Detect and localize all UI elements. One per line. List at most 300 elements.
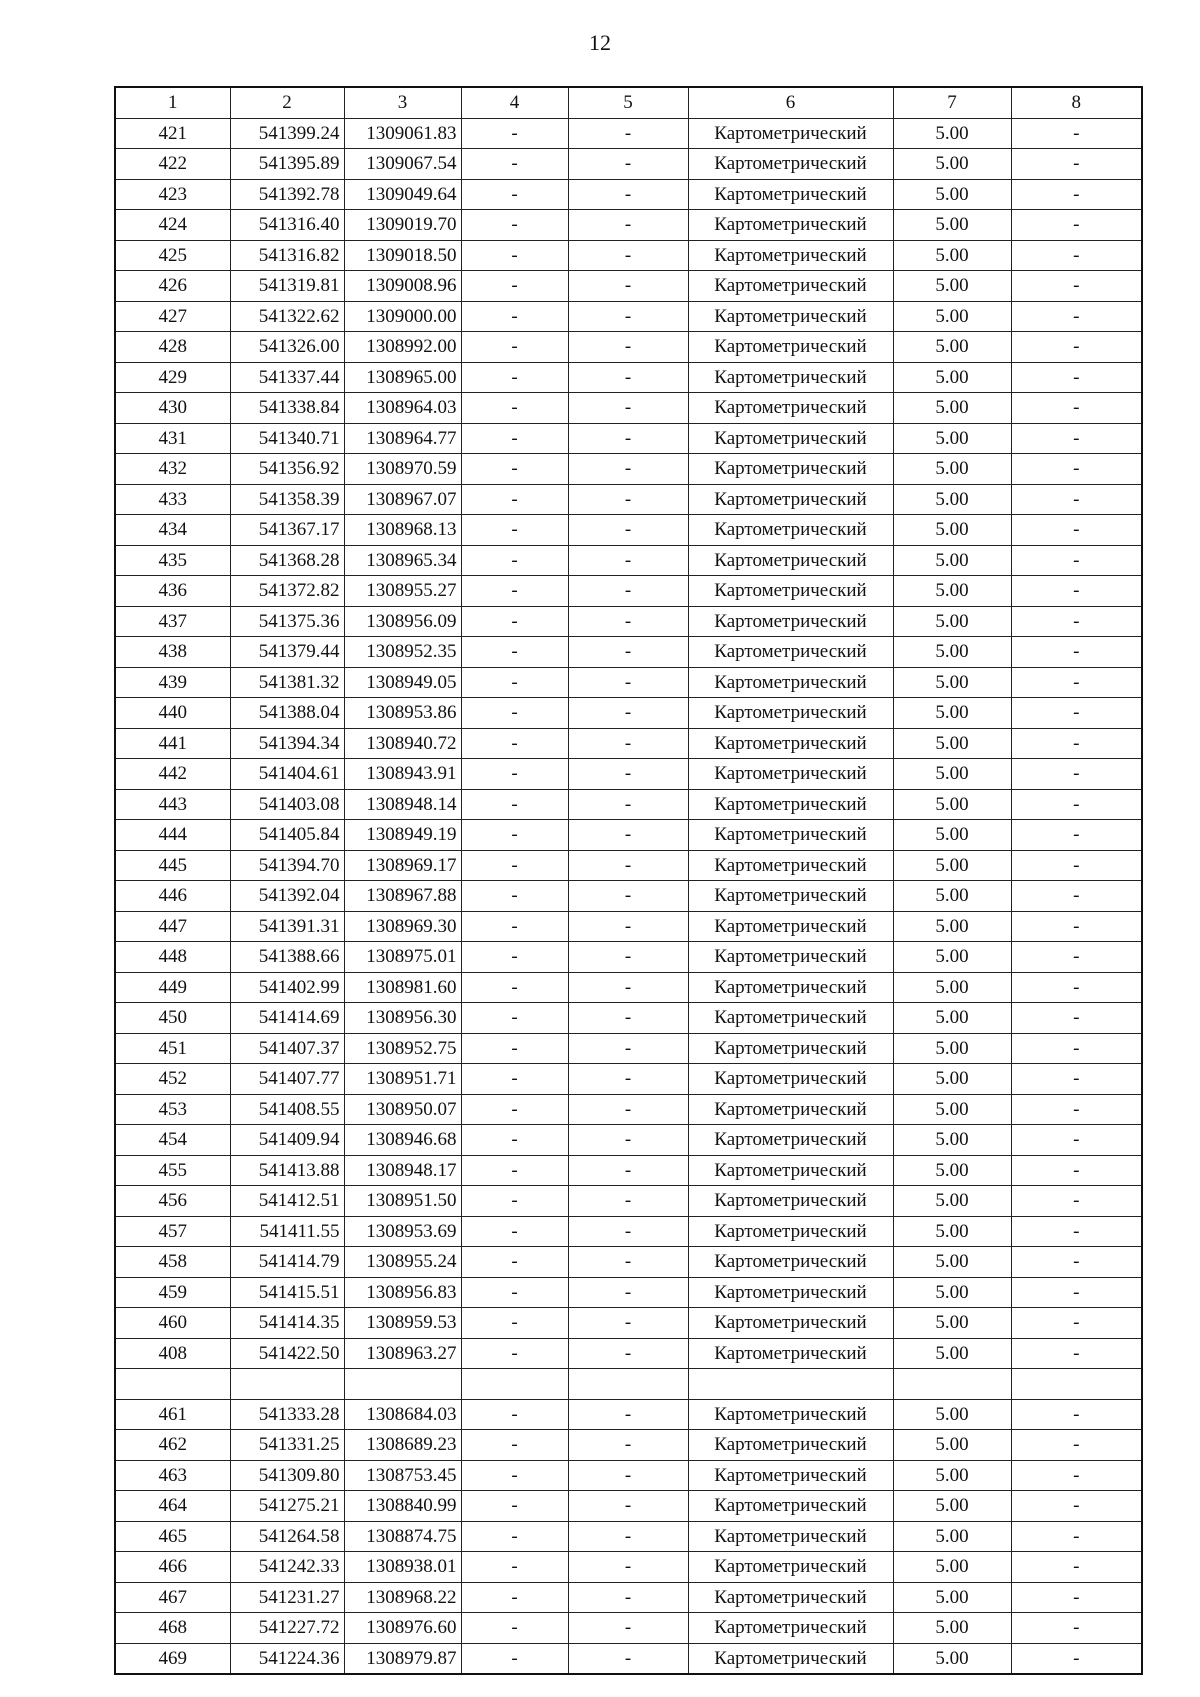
y-coordinate-cell: 1309018.50 (344, 240, 461, 271)
column-4-cell: - (461, 332, 568, 363)
column-8-cell: - (1011, 393, 1142, 424)
x-coordinate-cell: 541422.50 (230, 1338, 344, 1369)
x-coordinate-cell: 541316.40 (230, 210, 344, 241)
accuracy-cell: 5.00 (893, 301, 1011, 332)
column-4-cell: - (461, 1247, 568, 1278)
method-cell: Картометрический (688, 1491, 893, 1522)
column-5-cell: - (568, 1643, 688, 1674)
table-row (115, 393, 1142, 424)
method-cell: Картометрический (688, 1216, 893, 1247)
column-5-cell: - (568, 1125, 688, 1156)
column-5-cell: - (568, 1308, 688, 1339)
method-cell: Картометрический (688, 240, 893, 271)
point-number-cell: 451 (115, 1033, 230, 1064)
x-coordinate-cell: 541338.84 (230, 393, 344, 424)
column-8-cell: - (1011, 484, 1142, 515)
column-5-cell: - (568, 179, 688, 210)
table-row (115, 423, 1142, 454)
x-coordinate-cell: 541379.44 (230, 637, 344, 668)
accuracy-cell: 5.00 (893, 484, 1011, 515)
y-coordinate-cell: 1308963.27 (344, 1338, 461, 1369)
point-number-cell: 448 (115, 942, 230, 973)
column-5-cell (568, 1369, 688, 1400)
x-coordinate-cell: 541356.92 (230, 454, 344, 485)
x-coordinate-cell: 541414.35 (230, 1308, 344, 1339)
accuracy-cell: 5.00 (893, 118, 1011, 149)
point-number-cell: 463 (115, 1460, 230, 1491)
column-4-cell: - (461, 1003, 568, 1034)
point-number-cell: 429 (115, 362, 230, 393)
y-coordinate-cell: 1308948.14 (344, 789, 461, 820)
column-5-cell: - (568, 1582, 688, 1613)
y-coordinate-cell: 1308684.03 (344, 1399, 461, 1430)
table-row (115, 484, 1142, 515)
x-coordinate-cell: 541322.62 (230, 301, 344, 332)
table-row (115, 271, 1142, 302)
point-number-cell: 468 (115, 1613, 230, 1644)
table-row (115, 820, 1142, 851)
table-row (115, 179, 1142, 210)
y-coordinate-cell: 1308968.13 (344, 515, 461, 546)
method-cell: Картометрический (688, 454, 893, 485)
table-row (115, 576, 1142, 607)
column-5-cell: - (568, 1277, 688, 1308)
table-row (115, 1613, 1142, 1644)
point-number-cell: 422 (115, 149, 230, 180)
table-body (115, 118, 1142, 1674)
point-number-cell: 428 (115, 332, 230, 363)
column-4-cell: - (461, 698, 568, 729)
column-8-cell: - (1011, 301, 1142, 332)
x-coordinate-cell: 541415.51 (230, 1277, 344, 1308)
x-coordinate-cell: 541391.31 (230, 911, 344, 942)
column-5-cell: - (568, 942, 688, 973)
point-number-cell: 447 (115, 911, 230, 942)
table-row (115, 728, 1142, 759)
method-cell: Картометрический (688, 484, 893, 515)
method-cell: Картометрический (688, 1643, 893, 1674)
column-5-cell: - (568, 1491, 688, 1522)
x-coordinate-cell: 541414.69 (230, 1003, 344, 1034)
column-4-cell: - (461, 301, 568, 332)
column-4-cell: - (461, 118, 568, 149)
column-8-cell: - (1011, 759, 1142, 790)
column-5-cell: - (568, 149, 688, 180)
column-5-cell: - (568, 759, 688, 790)
accuracy-cell: 5.00 (893, 942, 1011, 973)
method-cell: Картометрический (688, 332, 893, 363)
column-4-cell: - (461, 759, 568, 790)
method-cell (688, 1369, 893, 1400)
column-5-cell: - (568, 698, 688, 729)
method-cell: Картометрический (688, 1003, 893, 1034)
page-number: 12 (589, 30, 611, 55)
point-number-cell: 458 (115, 1247, 230, 1278)
column-4-cell: - (461, 881, 568, 912)
method-cell: Картометрический (688, 1094, 893, 1125)
accuracy-cell (893, 1369, 1011, 1400)
column-5-cell: - (568, 881, 688, 912)
column-8-cell: - (1011, 606, 1142, 637)
column-5-cell: - (568, 576, 688, 607)
column-8-cell: - (1011, 149, 1142, 180)
column-5-cell: - (568, 1003, 688, 1034)
x-coordinate-cell: 541392.78 (230, 179, 344, 210)
column-4-cell: - (461, 1277, 568, 1308)
accuracy-cell: 5.00 (893, 515, 1011, 546)
table-row (115, 759, 1142, 790)
column-5-cell: - (568, 1430, 688, 1461)
method-cell: Картометрический (688, 1247, 893, 1278)
column-5-cell: - (568, 667, 688, 698)
point-number-cell: 436 (115, 576, 230, 607)
point-number-cell: 467 (115, 1582, 230, 1613)
y-coordinate-cell: 1308965.34 (344, 545, 461, 576)
method-cell: Картометрический (688, 1338, 893, 1369)
column-5-cell: - (568, 515, 688, 546)
column-5-cell: - (568, 545, 688, 576)
accuracy-cell: 5.00 (893, 393, 1011, 424)
method-cell: Картометрический (688, 637, 893, 668)
column-8-cell: - (1011, 1308, 1142, 1339)
point-number-cell: 466 (115, 1552, 230, 1583)
accuracy-cell: 5.00 (893, 423, 1011, 454)
column-5-cell: - (568, 911, 688, 942)
accuracy-cell: 5.00 (893, 698, 1011, 729)
column-4-cell: - (461, 1338, 568, 1369)
x-coordinate-cell: 541319.81 (230, 271, 344, 302)
x-coordinate-cell: 541372.82 (230, 576, 344, 607)
point-number-cell: 443 (115, 789, 230, 820)
column-5-cell: - (568, 301, 688, 332)
x-coordinate-cell: 541242.33 (230, 1552, 344, 1583)
accuracy-cell: 5.00 (893, 850, 1011, 881)
column-5-cell: - (568, 118, 688, 149)
method-cell: Картометрический (688, 1155, 893, 1186)
column-5-cell: - (568, 332, 688, 363)
column-4-cell: - (461, 1094, 568, 1125)
point-number-cell: 421 (115, 118, 230, 149)
column-5-cell: - (568, 1613, 688, 1644)
x-coordinate-cell: 541326.00 (230, 332, 344, 363)
accuracy-cell: 5.00 (893, 1277, 1011, 1308)
column-5-cell: - (568, 1155, 688, 1186)
x-coordinate-cell: 541375.36 (230, 606, 344, 637)
method-cell: Картометрический (688, 1521, 893, 1552)
accuracy-cell: 5.00 (893, 1216, 1011, 1247)
method-cell: Картометрический (688, 1613, 893, 1644)
table-row (115, 1155, 1142, 1186)
point-number-cell: 450 (115, 1003, 230, 1034)
x-coordinate-cell: 541367.17 (230, 515, 344, 546)
column-8-cell: - (1011, 515, 1142, 546)
column-5-cell: - (568, 820, 688, 851)
table-row (115, 972, 1142, 1003)
column-5-cell: - (568, 1399, 688, 1430)
table-row (115, 1003, 1142, 1034)
accuracy-cell: 5.00 (893, 1125, 1011, 1156)
table-row (115, 1643, 1142, 1674)
method-cell: Картометрический (688, 881, 893, 912)
column-8-cell: - (1011, 850, 1142, 881)
y-coordinate-cell: 1308946.68 (344, 1125, 461, 1156)
column-4-cell: - (461, 393, 568, 424)
point-number-cell: 446 (115, 881, 230, 912)
accuracy-cell: 5.00 (893, 1308, 1011, 1339)
accuracy-cell: 5.00 (893, 1521, 1011, 1552)
accuracy-cell: 5.00 (893, 1613, 1011, 1644)
column-8-cell: - (1011, 667, 1142, 698)
column-4-cell: - (461, 820, 568, 851)
accuracy-cell: 5.00 (893, 576, 1011, 607)
column-8-cell: - (1011, 972, 1142, 1003)
point-number-cell: 449 (115, 972, 230, 1003)
y-coordinate-cell: 1308956.83 (344, 1277, 461, 1308)
column-8-cell: - (1011, 1399, 1142, 1430)
column-8-cell: - (1011, 1155, 1142, 1186)
y-coordinate-cell: 1308950.07 (344, 1094, 461, 1125)
column-4-cell: - (461, 911, 568, 942)
y-coordinate-cell: 1308965.00 (344, 362, 461, 393)
x-coordinate-cell: 541331.25 (230, 1430, 344, 1461)
y-coordinate-cell: 1308969.17 (344, 850, 461, 881)
column-8-cell: - (1011, 1125, 1142, 1156)
accuracy-cell: 5.00 (893, 149, 1011, 180)
y-coordinate-cell: 1308976.60 (344, 1613, 461, 1644)
column-8-cell: - (1011, 1216, 1142, 1247)
accuracy-cell: 5.00 (893, 362, 1011, 393)
method-cell: Картометрический (688, 698, 893, 729)
x-coordinate-cell (230, 1369, 344, 1400)
point-number-cell: 425 (115, 240, 230, 271)
method-cell: Картометрический (688, 759, 893, 790)
column-4-cell: - (461, 972, 568, 1003)
point-number-cell: 464 (115, 1491, 230, 1522)
y-coordinate-cell: 1308951.71 (344, 1064, 461, 1095)
accuracy-cell: 5.00 (893, 789, 1011, 820)
method-cell: Картометрический (688, 1399, 893, 1430)
point-number-cell: 424 (115, 210, 230, 241)
table-row (115, 454, 1142, 485)
column-5-cell: - (568, 1247, 688, 1278)
table-row (115, 1430, 1142, 1461)
y-coordinate-cell: 1308874.75 (344, 1521, 461, 1552)
accuracy-cell: 5.00 (893, 1094, 1011, 1125)
table-row (115, 1491, 1142, 1522)
point-number-cell: 433 (115, 484, 230, 515)
y-coordinate-cell: 1308940.72 (344, 728, 461, 759)
column-4-cell: - (461, 454, 568, 485)
accuracy-cell: 5.00 (893, 606, 1011, 637)
accuracy-cell: 5.00 (893, 1033, 1011, 1064)
column-8-cell: - (1011, 240, 1142, 271)
column-header: 6 (688, 87, 893, 118)
table-row (115, 1399, 1142, 1430)
x-coordinate-cell: 541399.24 (230, 118, 344, 149)
point-number-cell: 439 (115, 667, 230, 698)
column-8-cell: - (1011, 1643, 1142, 1674)
column-header: 4 (461, 87, 568, 118)
table-row (115, 789, 1142, 820)
point-number-cell: 437 (115, 606, 230, 637)
y-coordinate-cell: 1308951.50 (344, 1186, 461, 1217)
point-number-cell: 465 (115, 1521, 230, 1552)
table-row (115, 1521, 1142, 1552)
column-8-cell: - (1011, 1460, 1142, 1491)
column-5-cell: - (568, 789, 688, 820)
y-coordinate-cell: 1308992.00 (344, 332, 461, 363)
accuracy-cell: 5.00 (893, 1460, 1011, 1491)
accuracy-cell: 5.00 (893, 1430, 1011, 1461)
column-4-cell: - (461, 1125, 568, 1156)
column-5-cell: - (568, 1216, 688, 1247)
point-number-cell: 456 (115, 1186, 230, 1217)
y-coordinate-cell: 1308949.05 (344, 667, 461, 698)
accuracy-cell: 5.00 (893, 454, 1011, 485)
x-coordinate-cell: 541407.77 (230, 1064, 344, 1095)
column-8-cell: - (1011, 118, 1142, 149)
y-coordinate-cell: 1308943.91 (344, 759, 461, 790)
column-header: 2 (230, 87, 344, 118)
column-5-cell: - (568, 1064, 688, 1095)
table-row (115, 1338, 1142, 1369)
accuracy-cell: 5.00 (893, 1064, 1011, 1095)
column-5-cell: - (568, 1552, 688, 1583)
x-coordinate-cell: 541414.79 (230, 1247, 344, 1278)
y-coordinate-cell: 1308967.88 (344, 881, 461, 912)
column-4-cell: - (461, 1582, 568, 1613)
column-4-cell: - (461, 1033, 568, 1064)
column-8-cell: - (1011, 454, 1142, 485)
column-8-cell: - (1011, 1033, 1142, 1064)
table-row (115, 1216, 1142, 1247)
table-row (115, 1582, 1142, 1613)
column-8-cell: - (1011, 423, 1142, 454)
x-coordinate-cell: 541309.80 (230, 1460, 344, 1491)
accuracy-cell: 5.00 (893, 728, 1011, 759)
column-8-cell: - (1011, 942, 1142, 973)
point-number-cell: 469 (115, 1643, 230, 1674)
table-row (115, 1369, 1142, 1400)
x-coordinate-cell: 541411.55 (230, 1216, 344, 1247)
method-cell: Картометрический (688, 1460, 893, 1491)
column-4-cell: - (461, 606, 568, 637)
column-5-cell: - (568, 362, 688, 393)
column-8-cell: - (1011, 1338, 1142, 1369)
column-8-cell: - (1011, 1064, 1142, 1095)
method-cell: Картометрический (688, 1277, 893, 1308)
column-4-cell: - (461, 1521, 568, 1552)
method-cell: Картометрический (688, 850, 893, 881)
column-4-cell: - (461, 728, 568, 759)
y-coordinate-cell: 1308967.07 (344, 484, 461, 515)
method-cell: Картометрический (688, 911, 893, 942)
y-coordinate-cell: 1308979.87 (344, 1643, 461, 1674)
column-8-cell: - (1011, 1003, 1142, 1034)
column-4-cell: - (461, 789, 568, 820)
point-number-cell: 462 (115, 1430, 230, 1461)
column-5-cell: - (568, 210, 688, 241)
y-coordinate-cell: 1308964.03 (344, 393, 461, 424)
y-coordinate-cell: 1308959.53 (344, 1308, 461, 1339)
y-coordinate-cell: 1308753.45 (344, 1460, 461, 1491)
column-4-cell: - (461, 850, 568, 881)
column-8-cell: - (1011, 1247, 1142, 1278)
point-number-cell: 431 (115, 423, 230, 454)
method-cell: Картометрический (688, 1552, 893, 1583)
x-coordinate-cell: 541404.61 (230, 759, 344, 790)
column-4-cell: - (461, 1460, 568, 1491)
x-coordinate-cell: 541403.08 (230, 789, 344, 820)
column-5-cell: - (568, 728, 688, 759)
column-8-cell: - (1011, 820, 1142, 851)
accuracy-cell: 5.00 (893, 972, 1011, 1003)
column-4-cell: - (461, 1643, 568, 1674)
point-number-cell: 435 (115, 545, 230, 576)
x-coordinate-cell: 541227.72 (230, 1613, 344, 1644)
x-coordinate-cell: 541340.71 (230, 423, 344, 454)
y-coordinate-cell: 1308970.59 (344, 454, 461, 485)
column-8-cell: - (1011, 911, 1142, 942)
point-number-cell: 440 (115, 698, 230, 729)
x-coordinate-cell: 541333.28 (230, 1399, 344, 1430)
column-8-cell: - (1011, 1491, 1142, 1522)
method-cell: Картометрический (688, 1308, 893, 1339)
y-coordinate-cell: 1309019.70 (344, 210, 461, 241)
method-cell: Картометрический (688, 118, 893, 149)
column-8-cell: - (1011, 210, 1142, 241)
y-coordinate-cell: 1308964.77 (344, 423, 461, 454)
column-4-cell: - (461, 1399, 568, 1430)
column-8-cell: - (1011, 728, 1142, 759)
column-8-cell: - (1011, 1277, 1142, 1308)
table-row (115, 1094, 1142, 1125)
column-4-cell: - (461, 1430, 568, 1461)
y-coordinate-cell: 1308938.01 (344, 1552, 461, 1583)
column-5-cell: - (568, 850, 688, 881)
column-4-cell: - (461, 423, 568, 454)
column-5-cell: - (568, 484, 688, 515)
accuracy-cell: 5.00 (893, 1582, 1011, 1613)
y-coordinate-cell: 1308840.99 (344, 1491, 461, 1522)
method-cell: Картометрический (688, 728, 893, 759)
x-coordinate-cell: 541316.82 (230, 240, 344, 271)
method-cell: Картометрический (688, 1582, 893, 1613)
column-4-cell: - (461, 1552, 568, 1583)
y-coordinate-cell: 1308981.60 (344, 972, 461, 1003)
column-8-cell: - (1011, 1582, 1142, 1613)
table-row (115, 850, 1142, 881)
x-coordinate-cell: 541402.99 (230, 972, 344, 1003)
table-row (115, 606, 1142, 637)
accuracy-cell: 5.00 (893, 1491, 1011, 1522)
table-row (115, 240, 1142, 271)
column-8-cell: - (1011, 362, 1142, 393)
column-4-cell: - (461, 1613, 568, 1644)
table-row (115, 911, 1142, 942)
accuracy-cell: 5.00 (893, 179, 1011, 210)
column-4-cell: - (461, 545, 568, 576)
table-row (115, 210, 1142, 241)
table-row (115, 1460, 1142, 1491)
table-row (115, 1308, 1142, 1339)
method-cell: Картометрический (688, 1033, 893, 1064)
column-header: 1 (115, 87, 230, 118)
accuracy-cell: 5.00 (893, 210, 1011, 241)
table-row (115, 545, 1142, 576)
column-4-cell: - (461, 149, 568, 180)
point-number-cell: 441 (115, 728, 230, 759)
